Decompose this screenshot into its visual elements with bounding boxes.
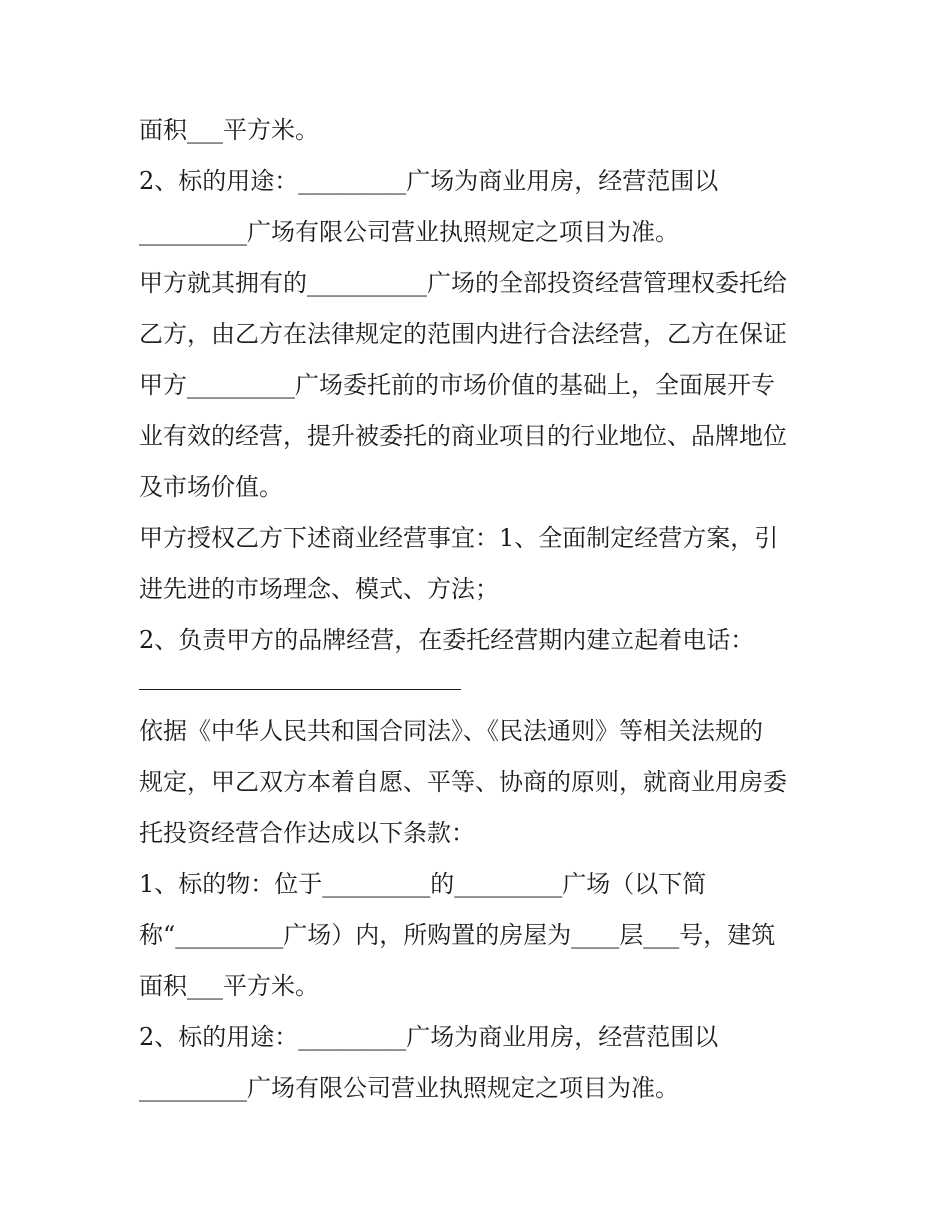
text-line: 业有效的经营，提升被委托的商业项目的行业地位、品牌地位 <box>139 422 787 450</box>
text-line: 依据《中华人民共和国合同法》、《民法通则》等相关法规的 <box>139 717 763 745</box>
text-line: 进先进的市场理念、模式、方法； <box>139 575 499 603</box>
text-line: 面积___平方米。 <box>139 972 319 1000</box>
text-line: 甲方就其拥有的__________广场的全部投资经营管理权委托给 <box>139 269 787 297</box>
text-line: 甲方_________广场委托前的市场价值的基础上，全面展开专 <box>139 371 775 399</box>
text-line: 1、标的物：位于_________的_________广场（以下简 <box>139 870 707 898</box>
text-line: _________广场有限公司营业执照规定之项目为准。 <box>139 1074 679 1102</box>
text-line: 称“_________广场）内，所购置的房屋为____层___号，建筑 <box>139 921 776 949</box>
text-line: 及市场价值。 <box>139 473 283 501</box>
signature-blank-line <box>139 689 461 690</box>
text-line: 2、负责甲方的品牌经营，在委托经营期内建立起着电话： <box>139 626 755 654</box>
text-line: 面积___平方米。 <box>139 116 319 144</box>
text-line: 托投资经营合作达成以下条款： <box>139 819 475 847</box>
text-line: _________广场有限公司营业执照规定之项目为准。 <box>139 218 679 246</box>
text-line: 2、标的用途：_________广场为商业用房，经营范围以 <box>139 1023 719 1051</box>
text-line: 2、标的用途：_________广场为商业用房，经营范围以 <box>139 167 719 195</box>
text-line: 规定，甲乙双方本着自愿、平等、协商的原则，就商业用房委 <box>139 768 787 796</box>
text-line: 乙方，由乙方在法律规定的范围内进行合法经营，乙方在保证 <box>139 320 787 348</box>
text-line: 甲方授权乙方下述商业经营事宜：1、全面制定经营方案，引 <box>139 524 779 552</box>
